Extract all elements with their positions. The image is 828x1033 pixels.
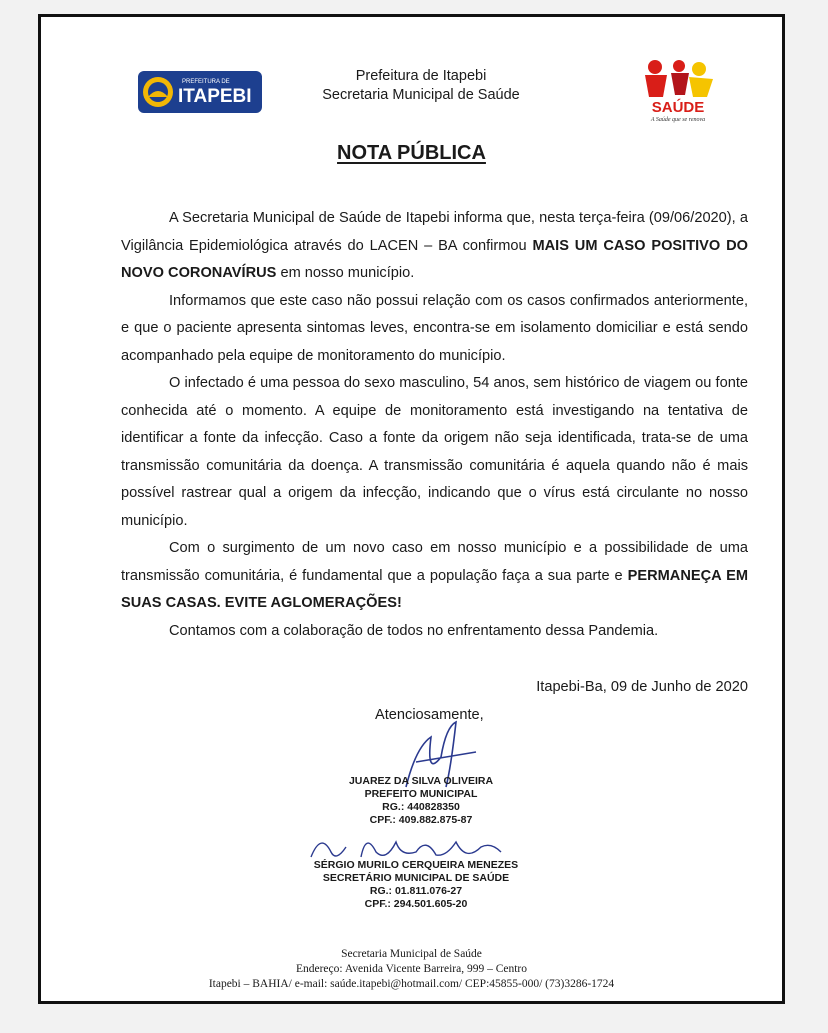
signature-block bbox=[321, 775, 521, 827]
footer bbox=[41, 947, 782, 992]
signature-block bbox=[291, 859, 541, 911]
paragraph: Informamos que este caso não possui relação com os casos confirmados anteriormente, e que o paciente apresenta sintomas leves, encontra-se em isolamento domiciliar e está sendo acompanhado pela equipe de monitoramento do município. bbox=[121, 292, 748, 364]
header bbox=[291, 67, 551, 105]
signer-cpf: CPF.: 294.501.605-20 bbox=[364, 898, 468, 910]
itapebi-logo bbox=[138, 71, 262, 113]
logo-top-text: PREFEITURA DE bbox=[182, 79, 230, 85]
signer-cpf: CPF.: 409.882.875-87 bbox=[369, 814, 473, 826]
document-page bbox=[38, 14, 785, 1004]
paragraph: O infectado é uma pessoa do sexo masculino, 54 anos, sem histórico de viagem ou fonte conhecida até o momento. A equipe de monitoramento está investigando na tentativa de identificar a fonte da infecção. Caso a fonte da origem não seja identificada, trata-se de uma transmissão comunitária da doença. A transmissão comunitária é aquela quando não é mais possível rastrear qual a origem da infecção, indicando que o vírus está circulante no nosso município. bbox=[121, 375, 748, 529]
signer-rg: RG.: 01.811.076-27 bbox=[369, 885, 463, 897]
signer-name: JUAREZ DA SILVA OLIVEIRA bbox=[348, 775, 494, 787]
paragraph: A Secretaria Municipal de Saúde de Itapebi informa que, nesta terça-feira (09/06/2020), a Vigilância Epidemiológica através do LACEN – BA confirmou MAIS UM CASO POSITIVO DO NOVO CORONAVÍRUS em nosso município. bbox=[121, 210, 748, 281]
footer-line-3: Itapebi – BAHIA/ e-mail: saúde.itapebi@hotmail.com/ CEP:45855-000/ (73)3286-1724 bbox=[208, 978, 615, 990]
signer-rg: RG.: 440828350 bbox=[382, 801, 460, 813]
saude-logo bbox=[633, 57, 723, 123]
header-line-1: Prefeitura de Itapebi bbox=[355, 68, 487, 84]
paragraph: Contamos com a colaboração de todos no enfrentamento dessa Pandemia. bbox=[169, 622, 659, 639]
signer-role: SECRETÁRIO MUNICIPAL DE SAÚDE bbox=[322, 872, 510, 884]
document-title: NOTA PÚBLICA bbox=[337, 142, 486, 164]
date-line: Itapebi-Ba, 09 de Junho de 2020 bbox=[536, 679, 748, 695]
saude-logo-text: SAÚDE bbox=[651, 99, 705, 116]
signer-role: PREFEITO MUNICIPAL bbox=[364, 788, 478, 800]
paragraph: Com o surgimento de um novo caso em nosso município e a possibilidade de uma transmissão comunitária, é fundamental que a população faça a sua parte e PERMANEÇA EM SUAS CASAS. EVITE AGLOMERAÇÕES! bbox=[121, 540, 748, 611]
saude-tagline: A Saúde que se renova bbox=[650, 117, 706, 123]
logo-itapebi-text: ITAPEBI bbox=[178, 86, 252, 107]
header-line-2: Secretaria Municipal de Saúde bbox=[322, 87, 520, 103]
signer-name: SÉRGIO MURILO CERQUEIRA MENEZES bbox=[313, 859, 519, 871]
footer-line-1: Secretaria Municipal de Saúde bbox=[341, 948, 482, 960]
footer-line-2: Endereço: Avenida Vicente Barreira, 999 – Centro bbox=[295, 963, 528, 975]
closing: Atenciosamente, bbox=[375, 707, 484, 723]
document-body bbox=[121, 205, 748, 645]
